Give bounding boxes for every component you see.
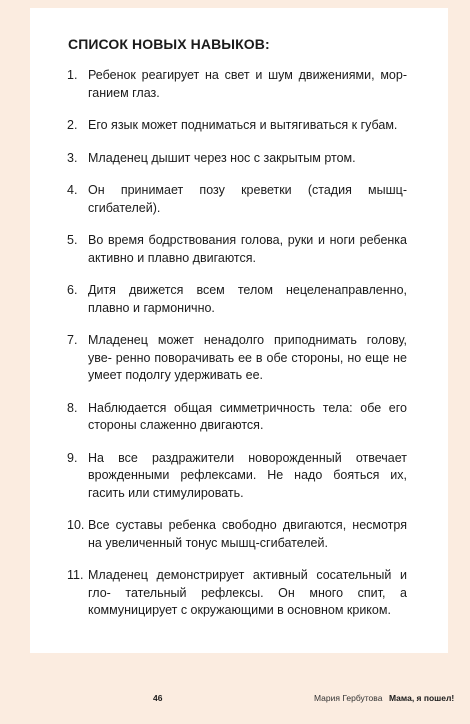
- item-number: 5.: [67, 233, 78, 247]
- item-number: 11.: [67, 568, 84, 582]
- item-text: Младенец дышит через нос с закрытым ртом.: [88, 150, 356, 165]
- book-title: Мама, я пошел!: [389, 693, 455, 703]
- item-text: Дитя движется всем телом нецеленаправленно, плавно и гармонично.: [88, 283, 407, 315]
- item-number: 10.: [67, 518, 85, 532]
- item-number: 1.: [67, 68, 78, 82]
- list-item: [67, 567, 407, 620]
- list-item: [67, 117, 407, 135]
- item-number: 4.: [67, 183, 78, 197]
- item-number: 2.: [67, 118, 78, 132]
- list-item: [67, 232, 407, 267]
- item-text: Ребенок реагирует на свет и шум движениями, мор- ганием глаз.: [88, 68, 407, 100]
- list-item: [67, 517, 407, 552]
- list-item: [67, 182, 407, 217]
- item-text: Его язык может подниматься и вытягиваться к губам.: [88, 118, 398, 132]
- item-text: Наблюдается общая симметричность тела: обе его стороны слаженно двигаются.: [88, 400, 407, 432]
- section-heading: СПИСОК НОВЫХ НАВЫКОВ:: [68, 36, 270, 52]
- item-number: 9.: [67, 450, 78, 465]
- skills-list: [67, 67, 407, 635]
- list-item: [67, 150, 407, 168]
- list-item: [67, 282, 407, 317]
- list-item: [67, 450, 407, 503]
- item-text: На все раздражители новорожденный отвечает врожденными рефлексами. Не надо бояться их, гасить или стимулировать.: [88, 450, 407, 500]
- item-number: 7.: [67, 333, 78, 347]
- item-text: Младенец демонстрирует активный сосательный и гло- тательный рефлексы. Он много спит, а коммуницирует с окружающими в основном криком.: [88, 568, 407, 617]
- list-item: [67, 332, 407, 385]
- page-card: [30, 8, 448, 653]
- page-number: 46: [153, 693, 163, 703]
- item-text: Во время бодрствования голова, руки и ноги ребенка активно и плавно двигаются.: [88, 233, 407, 265]
- item-text: Он принимает позу креветки (стадия мышц-сгибателей).: [88, 183, 407, 215]
- item-text: Все суставы ребенка свободно двигаются, несмотря на увеличенный тонус мышц-сгибателей.: [88, 518, 407, 550]
- list-item: [67, 400, 407, 435]
- item-number: 3.: [67, 150, 78, 165]
- item-number: 8.: [67, 400, 78, 415]
- item-text: Младенец может ненадолго приподнимать голову, уве- ренно поворачивать ее в обе стороны, но еще не умеет подолгу удерживать ее.: [88, 333, 407, 382]
- author-name: Мария Гербутова: [314, 693, 383, 703]
- item-number: 6.: [67, 283, 78, 297]
- list-item: [67, 67, 407, 102]
